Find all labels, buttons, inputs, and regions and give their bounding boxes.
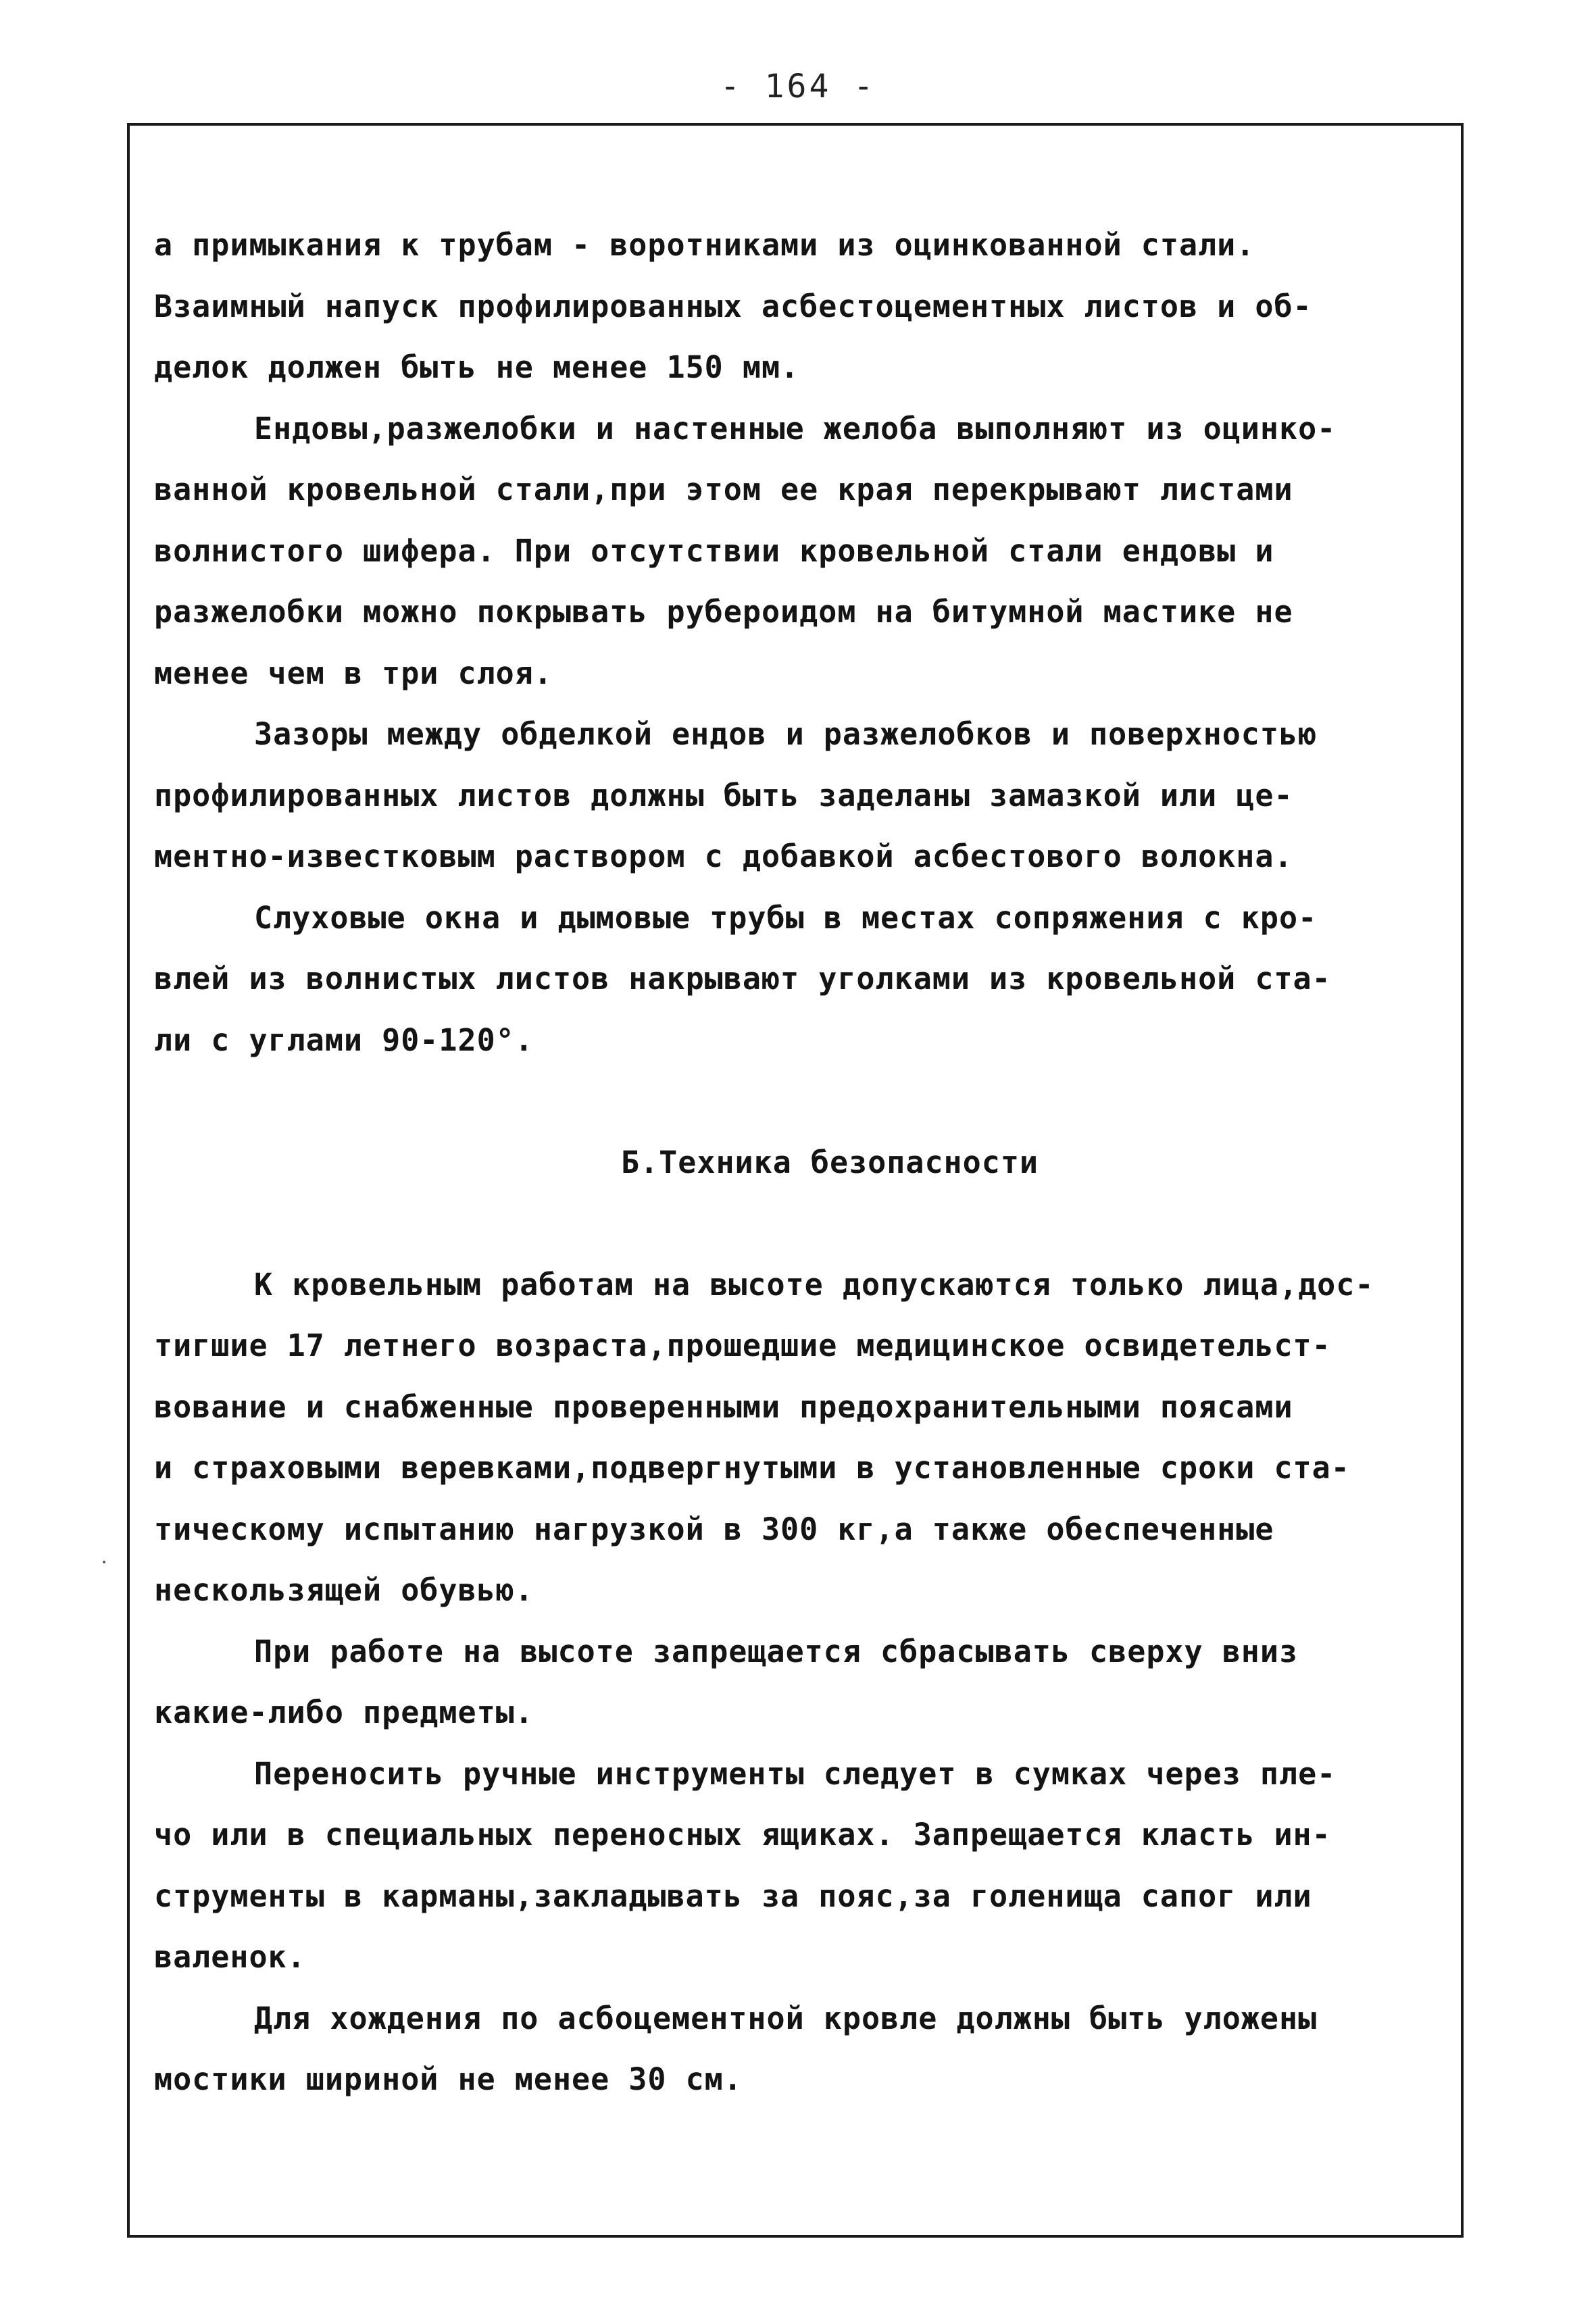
- text-line: нескользящей обувью.: [154, 1572, 534, 1608]
- text-line: менее чем в три слоя.: [154, 655, 553, 691]
- text-line: ли с углами 90-120°.: [154, 1022, 534, 1058]
- document-body: [154, 215, 1451, 2111]
- text-line: чо или в специальных переносных ящиках. Запрещается класть ин-: [154, 1817, 1331, 1853]
- text-line: влей из волнистых листов накрывают уголками из кровельной ста-: [154, 961, 1331, 997]
- text-line: волнистого шифера. При отсутствии кровельной стали ендовы и: [154, 532, 1274, 569]
- text-line: валенок.: [154, 1939, 306, 1975]
- scan-speck: [103, 1561, 105, 1563]
- text-line: Взаимный напуск профилированных асбестоцементных листов и об-: [154, 288, 1312, 324]
- text-line: какие-либо предметы.: [154, 1694, 534, 1730]
- text-line: тическому испытанию нагрузкой в 300 кг,а также обеспеченные: [154, 1511, 1274, 1547]
- text-line: мостики шириной не менее 30 см.: [154, 2061, 743, 2097]
- text-line: К кровельным работам на высоте допускаются только лица,дос-: [254, 1266, 1374, 1303]
- text-line: Зазоры между обделкой ендов и разжелобков и поверхностью: [254, 716, 1318, 752]
- text-line: ментно-известковым раствором с добавкой асбестового волокна.: [154, 838, 1293, 874]
- text-line: вование и снабженные проверенными предохранительными поясами: [154, 1388, 1293, 1425]
- text-line: делок должен быть не менее 150 мм.: [154, 349, 800, 385]
- text-line: тигшие 17 летнего возраста,прошедшие медицинское освидетельст-: [154, 1328, 1331, 1363]
- text-line: Слуховые окна и дымовые трубы в местах сопряжения с кро-: [254, 899, 1318, 936]
- text-line: разжелобки можно покрывать рубероидом на битумной мастике не: [154, 594, 1293, 630]
- page-number: - 164 -: [720, 68, 876, 105]
- text-line: профилированных листов должны быть заделаны замазкой или це-: [154, 777, 1293, 813]
- spacer: [154, 1193, 1451, 1255]
- spacer: [154, 1071, 1451, 1132]
- text-line: Ендовы,разжелобки и настенные желоба выполняют из оцинко-: [254, 410, 1337, 447]
- text-line: ванной кровельной стали,при этом ее края перекрывают листами: [154, 472, 1293, 507]
- text-line: Переносить ручные инструменты следует в сумках через пле-: [254, 1755, 1337, 1792]
- text-line: При работе на высоте запрещается сбрасывать сверху вниз: [254, 1633, 1299, 1669]
- text-line: и страховыми веревками,подвергнутыми в установленные сроки ста-: [154, 1450, 1350, 1486]
- text-line: струменты в карманы,закладывать за пояс,за голенища сапог или: [154, 1878, 1312, 1914]
- text-line: Для хождения по асбоцементной кровле должны быть уложены: [254, 2000, 1318, 2036]
- section-heading: Б.Техника безопасности: [620, 1144, 1039, 1180]
- text-line: а примыкания к трубам - воротниками из оцинкованной стали.: [154, 227, 1255, 263]
